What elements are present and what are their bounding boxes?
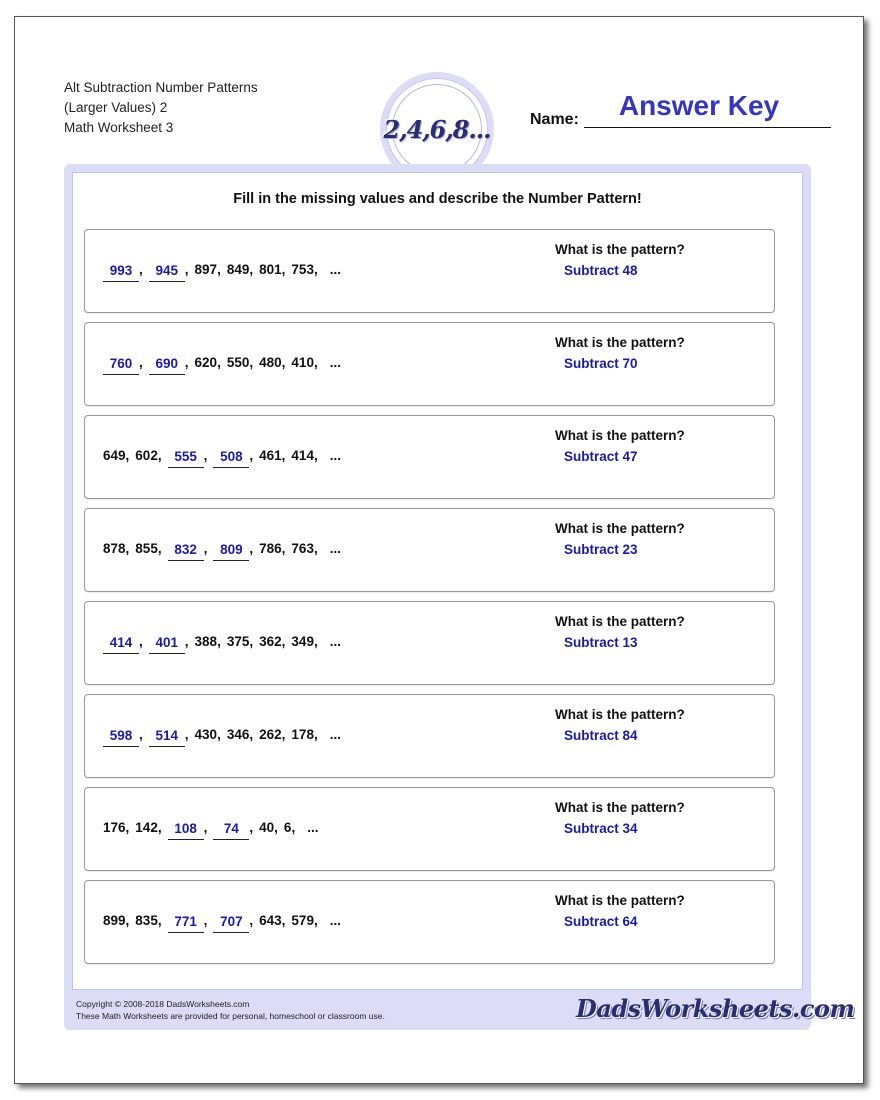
term-separator: , — [139, 727, 143, 742]
logo-badge — [383, 84, 491, 174]
term-separator: , — [281, 262, 286, 277]
name-label: Name: — [530, 111, 579, 128]
pattern-answer: Subtract 23 — [564, 542, 638, 557]
term-separator: , — [313, 355, 318, 370]
sequence-term: 414 — [291, 448, 314, 463]
term-separator: , — [157, 448, 162, 463]
pattern-question: What is the pattern? — [555, 428, 685, 443]
sequence-ellipsis: ... — [329, 727, 341, 742]
term-separator: , — [249, 355, 254, 370]
sequence-term: 262 — [259, 727, 282, 742]
sequence-ellipsis: ... — [329, 541, 341, 556]
term-separator: , — [281, 355, 286, 370]
term-separator: , — [203, 541, 208, 556]
term-separator: , — [203, 913, 208, 928]
sequence-term: 786 — [259, 541, 282, 556]
number-sequence — [103, 441, 341, 463]
term-separator: , — [249, 262, 254, 277]
name-line — [584, 127, 831, 128]
term-separator: , — [203, 820, 208, 835]
pattern-answer: Subtract 84 — [564, 728, 638, 743]
pattern-question: What is the pattern? — [555, 335, 685, 350]
term-separator: , — [281, 541, 286, 556]
sequence-term: 620 — [194, 355, 218, 370]
sequence-term: 6 — [283, 820, 292, 835]
sequence-term: 835 — [135, 913, 158, 928]
sequence-term: 649 — [103, 448, 126, 463]
term-separator: , — [281, 634, 286, 649]
sequence-ellipsis: ... — [307, 820, 319, 835]
term-separator: , — [184, 634, 189, 649]
answer-blank[interactable]: 555 — [168, 449, 204, 468]
sequence-term: 855 — [135, 541, 158, 556]
sequence-term: 346 — [226, 727, 250, 742]
pattern-question: What is the pattern? — [555, 242, 685, 257]
answer-blank[interactable]: 401 — [149, 635, 185, 654]
answer-blank[interactable]: 414 — [103, 635, 139, 654]
sequence-term: 349 — [291, 634, 314, 649]
term-separator: , — [139, 262, 143, 277]
pattern-answer: Subtract 47 — [564, 449, 638, 464]
term-separator: , — [217, 634, 221, 649]
answer-blank[interactable]: 809 — [213, 542, 249, 561]
term-separator: , — [157, 541, 162, 556]
term-separator: , — [139, 355, 143, 370]
pattern-answer: Subtract 13 — [564, 635, 638, 650]
sequence-term: 801 — [259, 262, 282, 277]
problem-box — [84, 880, 775, 964]
answer-blank[interactable]: 108 — [168, 821, 204, 840]
sequence-term: 142 — [135, 820, 158, 835]
sequence-term: 388 — [194, 634, 218, 649]
pattern-answer: Subtract 34 — [564, 821, 638, 836]
title-line-1: Alt Subtraction Number Patterns — [64, 80, 258, 95]
term-separator: , — [249, 913, 254, 928]
instruction-text: Fill in the missing values and describe the Number Pattern! — [233, 191, 642, 207]
term-separator: , — [157, 913, 162, 928]
term-separator: , — [281, 913, 286, 928]
term-separator: , — [217, 355, 221, 370]
answer-blank[interactable]: 74 — [213, 821, 249, 840]
number-sequence — [103, 534, 341, 556]
sequence-term: 40 — [259, 820, 275, 835]
pattern-question: What is the pattern? — [555, 521, 685, 536]
sequence-ellipsis: ... — [329, 634, 341, 649]
answer-blank[interactable]: 832 — [168, 542, 204, 561]
term-separator: , — [184, 355, 189, 370]
term-separator: , — [249, 541, 254, 556]
sequence-term: 643 — [259, 913, 282, 928]
sequence-term: 753 — [291, 262, 314, 277]
term-separator: , — [184, 727, 189, 742]
title-line-3: Math Worksheet 3 — [64, 120, 174, 135]
term-separator: , — [313, 541, 318, 556]
problem-box — [84, 787, 775, 871]
pattern-question: What is the pattern? — [555, 893, 685, 908]
number-sequence — [103, 255, 341, 277]
answer-blank[interactable]: 707 — [213, 914, 249, 933]
problem-box — [84, 229, 775, 313]
term-separator: , — [157, 820, 162, 835]
term-separator: , — [125, 820, 130, 835]
term-separator: , — [313, 448, 318, 463]
term-separator: , — [249, 448, 254, 463]
sequence-term: 579 — [291, 913, 314, 928]
sequence-term: 849 — [226, 262, 250, 277]
answer-blank[interactable]: 508 — [213, 449, 249, 468]
sequence-term: 763 — [291, 541, 314, 556]
answer-blank[interactable]: 771 — [168, 914, 204, 933]
term-separator: , — [281, 448, 286, 463]
number-sequence — [103, 906, 341, 928]
sequence-term: 480 — [259, 355, 282, 370]
pattern-question: What is the pattern? — [555, 614, 685, 629]
sequence-ellipsis: ... — [329, 448, 341, 463]
term-separator: , — [249, 820, 254, 835]
answer-blank[interactable]: 945 — [149, 263, 185, 282]
footer-copyright — [76, 998, 385, 1022]
sequence-term: 897 — [194, 262, 218, 277]
term-separator: , — [281, 727, 286, 742]
problem-box — [84, 322, 775, 406]
term-separator: , — [313, 634, 318, 649]
term-separator: , — [274, 820, 278, 835]
sequence-term: 430 — [194, 727, 218, 742]
number-sequence — [103, 627, 341, 649]
sequence-term: 602 — [135, 448, 158, 463]
term-separator: , — [217, 727, 221, 742]
logo-badge-text: 2,4,6,8... — [383, 114, 491, 144]
pattern-answer: Subtract 70 — [564, 356, 638, 371]
term-separator: , — [249, 727, 254, 742]
problem-box — [84, 508, 775, 592]
answer-blank[interactable]: 993 — [103, 263, 139, 282]
term-separator: , — [217, 262, 221, 277]
problem-box — [84, 415, 775, 499]
answer-blank[interactable]: 514 — [149, 728, 185, 747]
number-sequence — [103, 813, 318, 835]
sequence-term: 878 — [103, 541, 126, 556]
answer-blank[interactable]: 690 — [149, 356, 185, 375]
term-separator: , — [203, 448, 208, 463]
sequence-term: 461 — [259, 448, 282, 463]
sequence-term: 550 — [226, 355, 250, 370]
sequence-term: 178 — [291, 727, 314, 742]
answer-blank[interactable]: 598 — [103, 728, 139, 747]
pattern-question: What is the pattern? — [555, 800, 685, 815]
term-separator: , — [125, 448, 130, 463]
pattern-answer: Subtract 64 — [564, 914, 638, 929]
worksheet-title — [64, 78, 258, 138]
term-separator: , — [125, 541, 130, 556]
pattern-answer: Subtract 48 — [564, 263, 638, 278]
problem-box — [84, 601, 775, 685]
term-separator: , — [125, 913, 130, 928]
term-separator: , — [313, 727, 318, 742]
pattern-question: What is the pattern? — [555, 707, 685, 722]
sequence-term: 899 — [103, 913, 126, 928]
answer-key-text: Answer Key — [618, 90, 780, 121]
sequence-term: 176 — [103, 820, 126, 835]
usage-notice: These Math Worksheets are provided for personal, homeschool or classroom use. — [76, 1011, 385, 1021]
term-separator: , — [313, 913, 318, 928]
term-separator: , — [139, 634, 143, 649]
footer-logo: DadsWorksheets.com — [576, 994, 855, 1023]
sequence-term: 362 — [259, 634, 282, 649]
sequence-term: 410 — [291, 355, 314, 370]
term-separator: , — [184, 262, 189, 277]
answer-blank[interactable]: 760 — [103, 356, 139, 375]
term-separator: , — [249, 634, 254, 649]
sequence-ellipsis: ... — [329, 913, 341, 928]
copyright-text: Copyright © 2008-2018 DadsWorksheets.com — [76, 999, 250, 1009]
problem-box — [84, 694, 775, 778]
term-separator: , — [291, 820, 296, 835]
term-separator: , — [313, 262, 318, 277]
number-sequence — [103, 720, 341, 742]
number-sequence — [103, 348, 341, 370]
title-line-2: (Larger Values) 2 — [64, 100, 168, 115]
sequence-term: 375 — [226, 634, 250, 649]
sequence-ellipsis: ... — [329, 355, 341, 370]
sequence-ellipsis: ... — [329, 262, 341, 277]
